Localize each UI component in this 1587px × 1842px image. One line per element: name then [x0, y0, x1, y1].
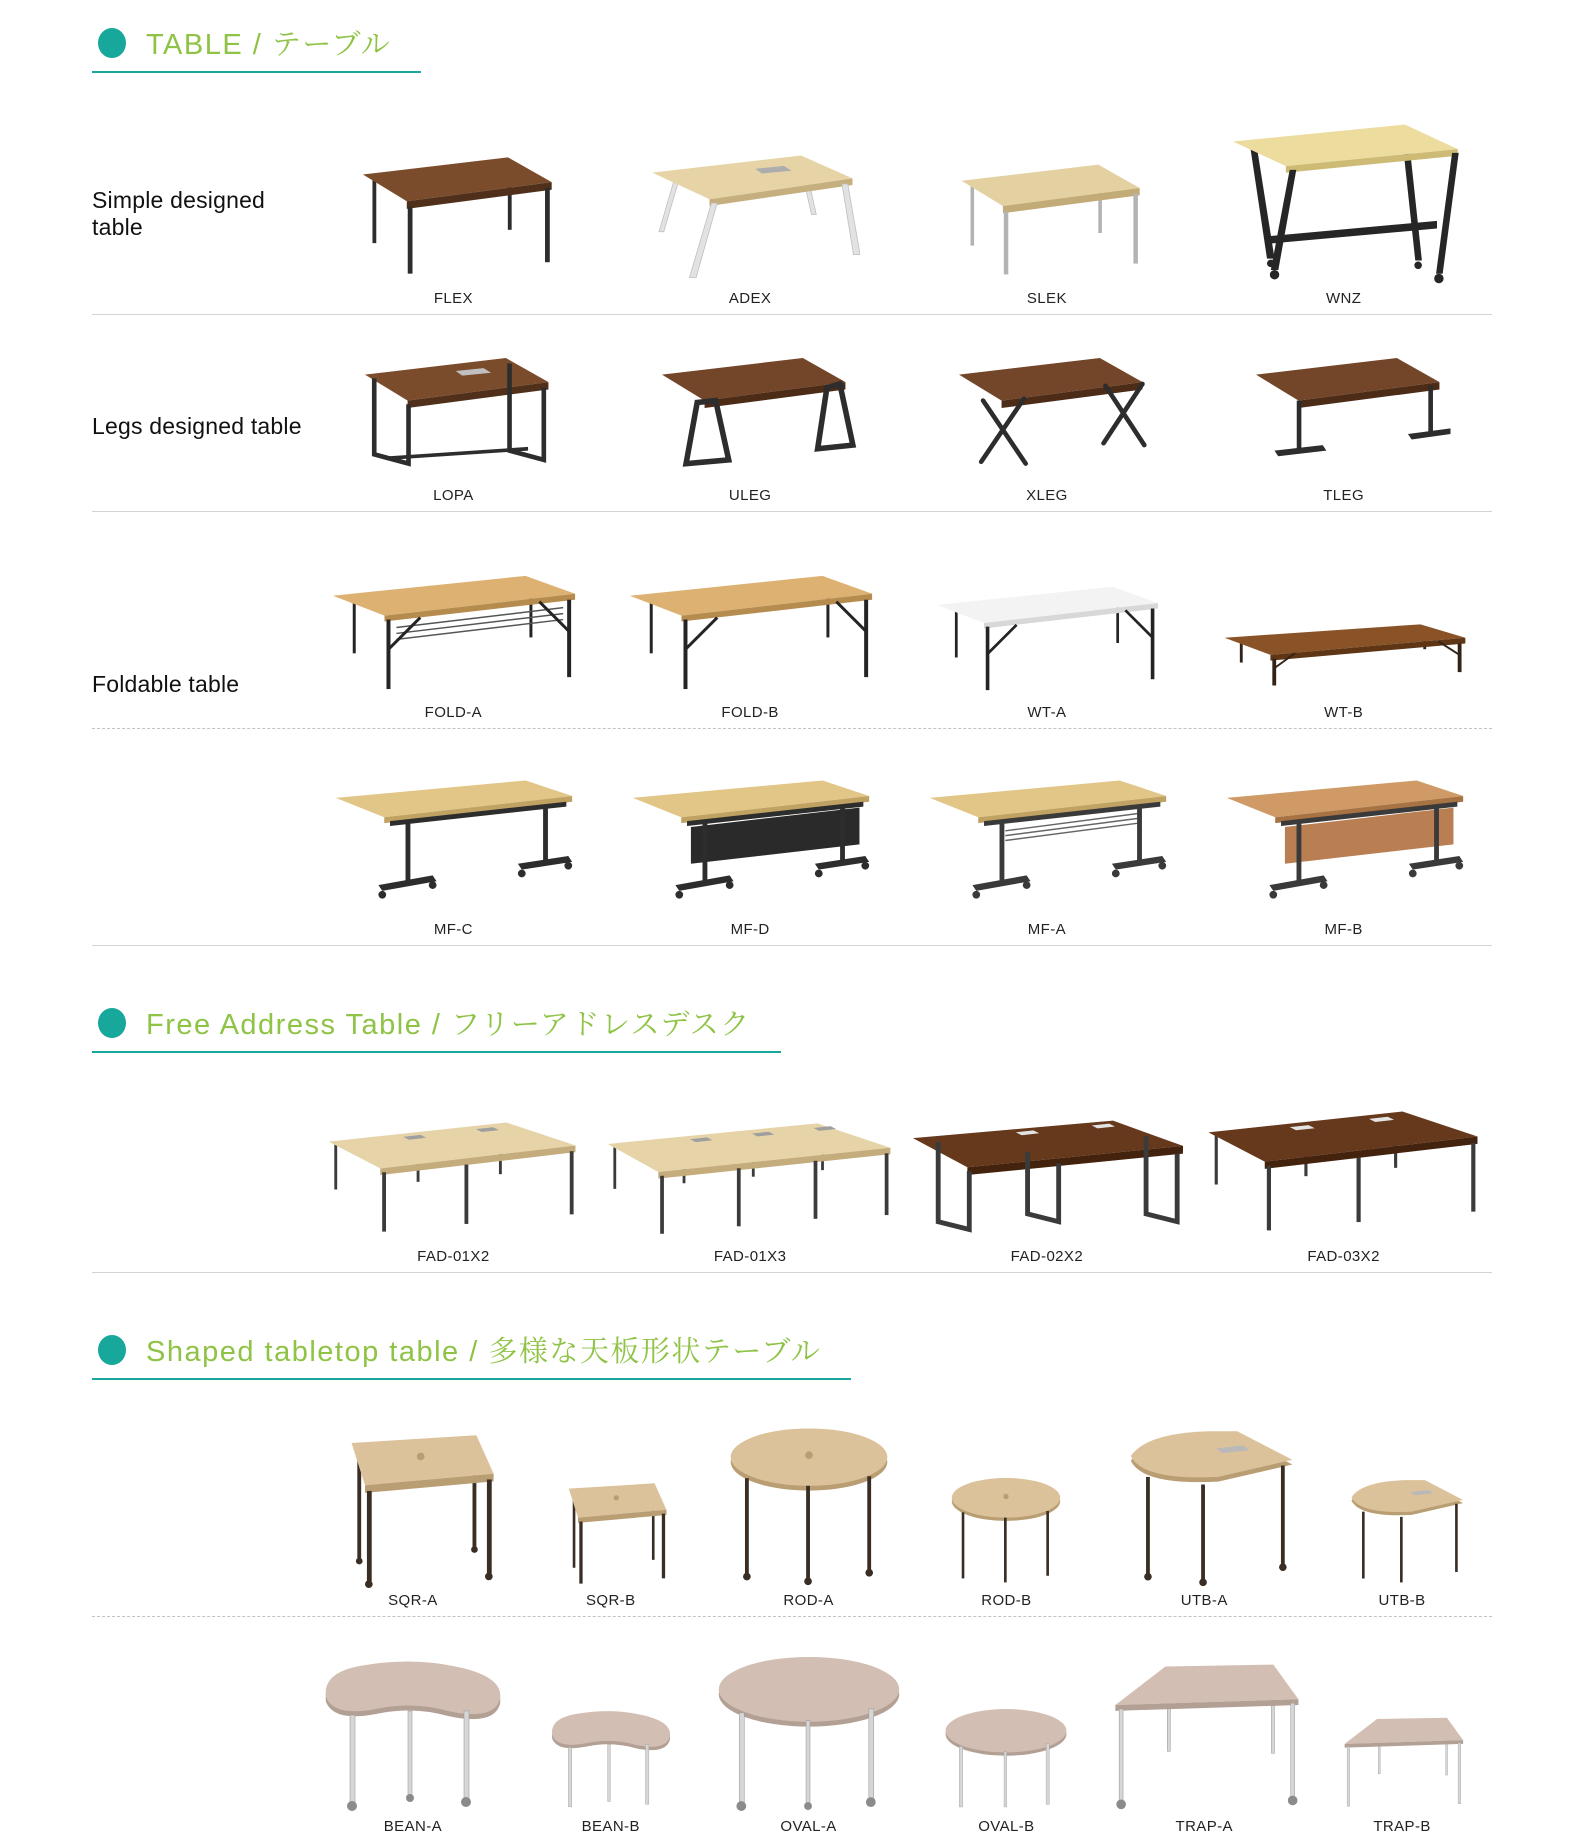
utb-a-table-image	[1104, 1418, 1304, 1589]
wnz-table-image	[1221, 117, 1466, 287]
bean-a-table-image	[308, 1645, 518, 1815]
row-foldable-1	[92, 512, 1492, 729]
product-trap-a	[1096, 1651, 1312, 1838]
product-items	[305, 1416, 1492, 1612]
utb-b-table-image	[1333, 1471, 1471, 1589]
mf-c-table-image	[322, 763, 584, 918]
wt-b-table-image	[1215, 605, 1473, 701]
row-label: Foldable table	[92, 671, 240, 697]
slek-table-image	[936, 152, 1158, 287]
product-items	[305, 1645, 1492, 1838]
product-items	[305, 345, 1492, 507]
section-title: TABLE / テーブル	[146, 29, 392, 61]
mf-b-table-image	[1213, 763, 1475, 918]
product-name: MF-B	[1324, 921, 1363, 938]
product-utb-a	[1096, 1418, 1312, 1612]
product-rod-b	[916, 1470, 1096, 1612]
product-oval-b	[916, 1703, 1096, 1838]
product-trap-b	[1312, 1709, 1492, 1838]
product-name: UTB-A	[1180, 1592, 1228, 1609]
product-mf-c	[305, 763, 602, 941]
wt-a-table-image	[924, 565, 1169, 701]
product-wt-a	[899, 565, 1196, 724]
product-mf-d	[602, 763, 899, 941]
product-fad-03x2	[1195, 1099, 1492, 1268]
fold-a-table-image	[319, 552, 587, 701]
row-simple-designed	[92, 79, 1492, 315]
row-label: Legs designed table	[92, 412, 302, 439]
product-lopa	[305, 345, 602, 507]
product-items	[305, 117, 1492, 310]
product-name: XLEG	[1026, 487, 1068, 504]
product-flex	[305, 144, 602, 310]
product-fold-a	[305, 552, 602, 724]
product-name: ROD-A	[783, 1592, 834, 1609]
product-sqr-b	[521, 1470, 701, 1612]
product-name: MF-C	[433, 921, 473, 938]
section-header-shaped	[92, 1327, 851, 1380]
flex-table-image	[336, 144, 571, 287]
product-name: MF-A	[1027, 921, 1066, 938]
product-name: BEAN-A	[383, 1818, 443, 1835]
row-shaped-2	[92, 1617, 1492, 1842]
row-foldable-2	[92, 729, 1492, 946]
product-name: UTB-B	[1378, 1592, 1426, 1609]
product-uleg	[602, 345, 899, 507]
product-name: WT-B	[1324, 704, 1364, 721]
product-name: FOLD-B	[721, 704, 779, 721]
fad-01x2-table-image	[319, 1111, 587, 1245]
product-name: WT-A	[1027, 704, 1067, 721]
product-items	[305, 552, 1492, 724]
rod-a-table-image	[718, 1417, 900, 1589]
product-name: SLEK	[1026, 290, 1067, 307]
trap-a-table-image	[1098, 1651, 1310, 1815]
product-utb-b	[1312, 1471, 1492, 1612]
bullet-icon	[98, 28, 126, 58]
product-name: ADEX	[728, 290, 772, 307]
product-name: FAD-01X3	[713, 1248, 787, 1265]
product-name: ROD-B	[981, 1592, 1032, 1609]
adex-table-image	[633, 144, 868, 287]
product-wnz	[1195, 117, 1492, 310]
lopa-table-image	[339, 345, 567, 484]
product-name: FAD-03X2	[1307, 1248, 1380, 1265]
fold-b-table-image	[616, 552, 884, 701]
product-fad-01x3	[602, 1114, 899, 1268]
section-header-free-address	[92, 1000, 781, 1053]
fad-02x2-table-image	[901, 1109, 1193, 1245]
product-name: TRAP-B	[1373, 1818, 1431, 1835]
product-adex	[602, 144, 899, 310]
product-name: TLEG	[1323, 487, 1365, 504]
product-name: SQR-A	[388, 1592, 438, 1609]
product-name: TRAP-A	[1175, 1818, 1233, 1835]
row-legs-designed	[92, 315, 1492, 512]
section-title: Shaped tabletop table / 多様な天板形状テーブル	[146, 1336, 822, 1368]
fad-01x3-table-image	[600, 1114, 900, 1245]
bullet-icon	[98, 1008, 126, 1038]
product-name: OVAL-A	[780, 1818, 837, 1835]
product-name: LOPA	[433, 487, 474, 504]
bean-b-table-image	[540, 1700, 682, 1815]
product-xleg	[899, 345, 1196, 507]
product-fad-01x2	[305, 1111, 602, 1268]
rod-b-table-image	[943, 1470, 1069, 1589]
product-items	[305, 1099, 1492, 1268]
product-fad-02x2	[899, 1109, 1196, 1268]
section-title: Free Address Table / フリーアドレスデスク	[146, 1009, 751, 1041]
mf-d-table-image	[619, 763, 881, 918]
product-tleg	[1195, 345, 1492, 507]
product-name: SQR-B	[585, 1592, 636, 1609]
row-free-address	[92, 1059, 1492, 1273]
product-name: FAD-01X2	[417, 1248, 490, 1265]
xleg-table-image	[933, 345, 1161, 484]
product-bean-a	[305, 1645, 521, 1838]
product-name: OVAL-B	[978, 1818, 1035, 1835]
product-sqr-a	[305, 1416, 521, 1612]
product-wt-b	[1195, 605, 1492, 724]
oval-a-table-image	[706, 1648, 912, 1815]
product-slek	[899, 152, 1196, 310]
product-name: WNZ	[1325, 290, 1362, 307]
tleg-table-image	[1230, 345, 1458, 484]
row-shaped-1	[92, 1386, 1492, 1617]
product-rod-a	[701, 1417, 917, 1612]
oval-b-table-image	[937, 1703, 1075, 1815]
product-name: BEAN-B	[581, 1818, 640, 1835]
uleg-table-image	[636, 345, 864, 484]
bullet-icon	[98, 1335, 126, 1365]
product-name: FAD-02X2	[1010, 1248, 1084, 1265]
trap-b-table-image	[1331, 1709, 1473, 1815]
row-label: Simple designed table	[92, 186, 266, 240]
product-fold-b	[602, 552, 899, 724]
product-oval-a	[701, 1648, 917, 1838]
product-items	[305, 763, 1492, 941]
product-name: MF-D	[730, 921, 770, 938]
product-name: FOLD-A	[424, 704, 483, 721]
fad-03x2-table-image	[1198, 1099, 1490, 1245]
mf-a-table-image	[916, 763, 1178, 918]
product-name: ULEG	[728, 487, 772, 504]
product-mf-b	[1195, 763, 1492, 941]
product-bean-b	[521, 1700, 701, 1838]
section-header-table	[92, 20, 421, 73]
sqr-a-table-image	[317, 1416, 509, 1589]
product-mf-a	[899, 763, 1196, 941]
sqr-b-table-image	[545, 1470, 677, 1589]
product-name: FLEX	[433, 290, 473, 307]
